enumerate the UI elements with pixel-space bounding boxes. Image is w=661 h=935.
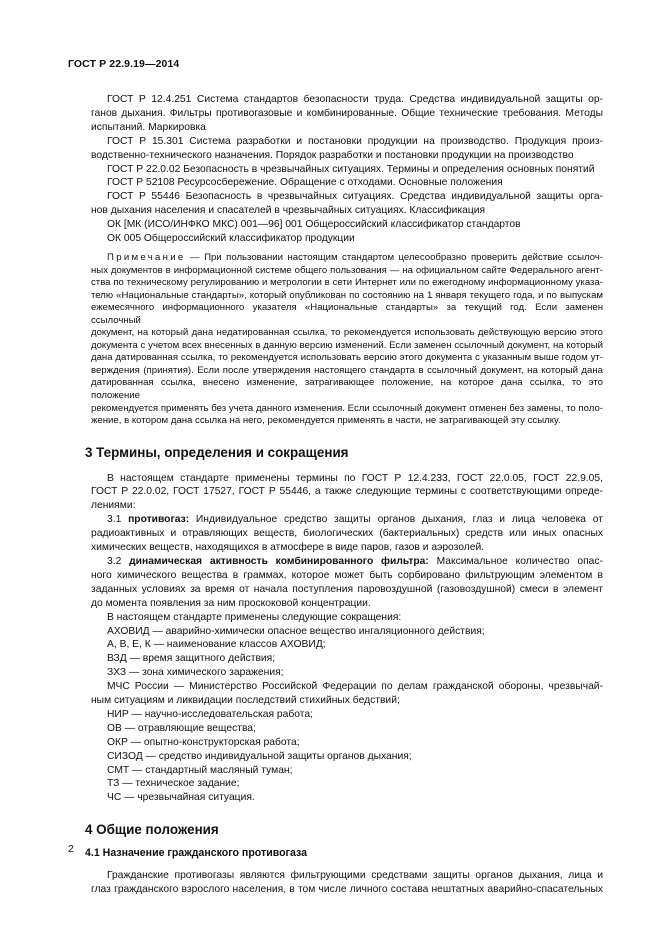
page-number: 2 xyxy=(68,843,74,855)
term-dynamic-activity-number: 3.2 xyxy=(107,555,130,567)
abbreviation-entry-line: АХОВИД — аварийно-химически опасное вещество ингаляционного действия; xyxy=(107,625,485,637)
abbreviation-entry xyxy=(91,750,603,764)
reference-entry-line: испытаний. Маркировка xyxy=(91,121,206,133)
reference-entry-line: ГОСТ Р 12.4.251 Система стандартов безопасности труда. Средства индивидуальной защиты ор- xyxy=(107,94,603,105)
reference-entry xyxy=(91,176,603,190)
note-line: дана датированная ссылка, то рекомендуется использовать версию этого документа с указанным выше годом ут- xyxy=(91,352,603,364)
reference-entry xyxy=(91,135,603,163)
section-3-heading: 3 Термины, определения и сокращения xyxy=(85,444,349,460)
note-line: телю «Национальные стандарты», который опубликован по состоянию на 1 января текущего года, и по выпускам xyxy=(91,289,603,301)
section-3-intro xyxy=(91,472,603,514)
term-gas-mask-line: химических веществ, находящихся в атмосфере в виде паров, газов и аэрозолей. xyxy=(91,542,485,554)
reference-entry xyxy=(91,93,603,135)
abbreviation-entry xyxy=(91,736,603,750)
section-4-paragraph xyxy=(91,869,603,897)
term-dynamic-activity-line: заданных условиях за время от начала поступления паровоздушной (газовоздушной) смеси в элемент xyxy=(91,583,603,595)
abbreviation-entry xyxy=(91,791,603,805)
reference-entry-line: ОК [МК (ИСО/ИНФКО МКС) 001—96] 001 Общероссийский классификатор стандартов xyxy=(107,219,521,231)
section-3-intro-line: ГОСТ Р 22.0.02, ГОСТ 17527, ГОСТ Р 55446, а также следующие термины с соответствующими опреде- xyxy=(91,486,603,498)
term-dynamic-activity-line: ного химического вещества в граммах, которое может быть сорбировано фильтрующим элементом в xyxy=(91,569,603,581)
abbreviation-entry-line: А, В, Е, К — наименование классов АХОВИД; xyxy=(107,639,326,651)
note-line: ных документов в информационной системе общего пользования — на официальном сайте Федерального агент- xyxy=(91,264,603,276)
abbreviation-entry xyxy=(91,708,603,722)
reference-entry-line: ОК 005 Общероссийский классификатор продукции xyxy=(107,233,355,245)
reference-entry xyxy=(91,163,603,177)
abbreviation-entry-line: ным ситуациям и ликвидации последствий стихийных бедствий; xyxy=(91,695,400,707)
document-header: ГОСТ Р 22.9.19—2014 xyxy=(68,58,180,70)
note-first-text: — При пользовании настоящим стандартом целесообразно проверить действие ссылоч- xyxy=(185,251,603,263)
term-dynamic-activity-term: динамическая активность комбинированного фильтра: xyxy=(129,555,429,567)
reference-entry-line: водственно-технического назначения. Порядок разработки и постановки продукции на производство xyxy=(91,149,574,161)
page-body xyxy=(85,93,603,897)
note-line: ства по техническому регулированию и метрологии в сети Интернет или по ежегодному информационному указа- xyxy=(91,277,603,289)
term-gas-mask-line: радиоактивных и отравляющих веществ, биологических (бактериальных) средств или иных опасных xyxy=(91,528,603,540)
reference-entry xyxy=(91,218,603,232)
reference-entry-line: ГОСТ Р 55446 Безопасность в чрезвычайных ситуациях. Средства индивидуальной защиты орга- xyxy=(107,191,603,203)
subsection-4-1-heading: 4.1 Назначение гражданского противогаза xyxy=(85,847,308,860)
reference-entry xyxy=(91,190,603,218)
note-line: датированная ссылка, внесено изменение, затрагивающее положение, на которое дана ссылка, то это положение xyxy=(91,377,603,401)
note-first-line xyxy=(91,252,603,265)
note-block xyxy=(91,252,603,428)
abbreviation-entry-line: СИЗОД — средство индивидуальной защиты органов дыхания; xyxy=(107,750,412,762)
section-4-paragraph-line: Гражданские противогазы являются фильтрующими средствами защиты органов дыхания, лица и xyxy=(107,870,603,882)
abbreviations-intro: В настоящем стандарте применены следующие сокращения: xyxy=(107,611,402,623)
abbreviation-entry-line: ВЗД — время защитного действия; xyxy=(107,653,276,665)
abbreviation-entry-line: МЧС России — Министерство Российской Федерации по делам гражданской обороны, чрезвычай- xyxy=(107,681,603,693)
abbreviation-entry xyxy=(91,638,603,652)
section-3-intro-line: В настоящем стандарте применены термины по ГОСТ Р 12.4.233, ГОСТ 22.0.05, ГОСТ 22.9.05, xyxy=(107,472,603,484)
section-4-paragraph-line: глаз гражданского взрослого населения, в том числе личного состава нештатных аварийно-спасательных xyxy=(91,884,603,895)
term-dynamic-activity-line: до момента появления за ним проскоковой концентрации. xyxy=(91,597,371,609)
reference-entry-line: нов дыхания населения и спасателей в чрезвычайных ситуациях. Классификация xyxy=(91,205,486,217)
note-line: жение, в котором дана ссылка на него, рекомендуется применять в части, не затрагивающей эту ссылку. xyxy=(91,415,561,427)
term-gas-mask-first-line xyxy=(91,513,603,527)
section-4-heading: 4 Общие положения xyxy=(85,822,219,838)
note-line: ежемесячного информационного указателя «Национальные стандарты» за текущий год. Если заменен ссылочный xyxy=(91,302,603,326)
term-dynamic-activity-text: Максимальное количество опас- xyxy=(428,555,603,567)
abbreviation-entry-line: ТЗ — техническое задание; xyxy=(107,778,240,790)
note-line: рекомендуется применять без учета данного изменения. Если ссылочный документ отменен без замены, то поло- xyxy=(91,402,603,414)
abbreviation-entry xyxy=(91,680,603,708)
abbreviation-entry xyxy=(91,764,603,778)
reference-entry-line: ГОСТ Р 15.301 Система разработки и постановки продукции на производство. Продукция произ- xyxy=(107,135,603,147)
abbreviation-entry-line: НИР — научно-исследовательская работа; xyxy=(107,708,313,720)
term-dynamic-activity-first-line xyxy=(91,555,603,569)
abbreviation-entry-line: СМТ — стандартный масляный туман; xyxy=(107,764,293,776)
reference-entry xyxy=(91,232,603,246)
term-gas-mask-text: Индивидуальное средство защиты органов дыхания, глаз и лица человека от xyxy=(189,514,603,526)
abbreviation-entry xyxy=(91,666,603,680)
note-line: верждения (принятия). Если после утверждения настоящего стандарта в ссылочный документ, на который дана xyxy=(91,364,603,376)
abbreviation-entry-line: ОКР — опытно-конструкторская работа; xyxy=(107,736,300,748)
reference-entry-line: ГОСТ Р 22.0.02 Безопасность в чрезвычайных ситуациях. Термины и определения основных понятий xyxy=(107,163,595,175)
abbreviation-entry-line: ЧС — чрезвычайная ситуация. xyxy=(107,792,255,804)
note-label: Примечание xyxy=(107,251,186,263)
term-gas-mask-number: 3.1 xyxy=(107,514,129,526)
abbreviation-entry xyxy=(91,777,603,791)
abbreviation-entry-line: ОВ — отравляющие вещества; xyxy=(107,722,256,734)
section-3-intro-line: лениями: xyxy=(91,500,136,512)
abbreviation-entry xyxy=(91,652,603,666)
term-gas-mask-term: противогаз: xyxy=(128,514,190,526)
reference-entry-line: ГОСТ Р 52108 Ресурсосбережение. Обращение с отходами. Основные положения xyxy=(107,177,503,189)
abbreviation-entry xyxy=(91,625,603,639)
abbreviation-entry xyxy=(91,722,603,736)
reference-entry-line: ганов дыхания. Фильтры противогазовые и комбинированные. Общие технические требования. Методы xyxy=(91,107,603,119)
abbreviation-entry-line: ЗХЗ — зона химического заражения; xyxy=(107,667,284,679)
note-line: документа с учетом всех внесенных в данную версию изменений. Если заменен ссылочный документ, на который xyxy=(91,339,603,351)
note-line: документ, на который дана недатированная ссылка, то рекомендуется использовать действующую версию этого xyxy=(91,327,603,339)
